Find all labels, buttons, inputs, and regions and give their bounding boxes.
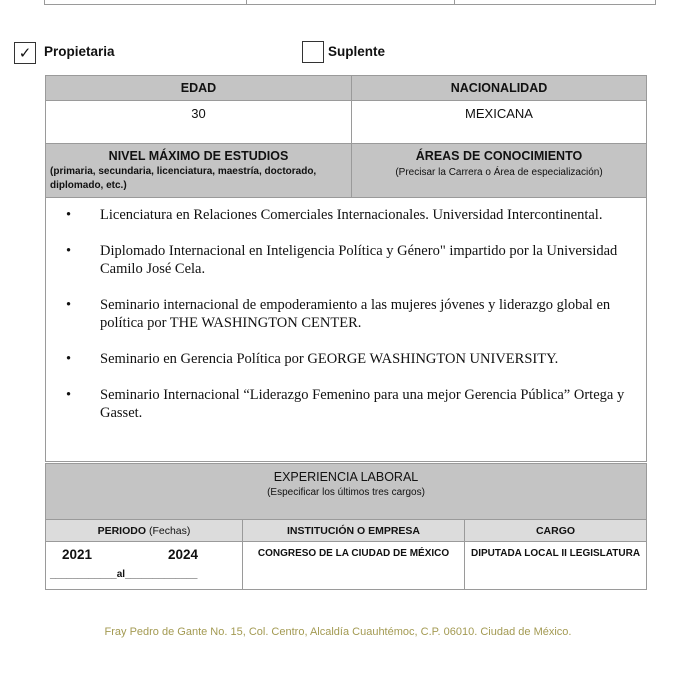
studies-list xyxy=(46,206,646,422)
start-year: 2021 xyxy=(62,547,93,562)
level-of-studies-note: (primaria, secundaria, licenciatura, maestría, doctorado, diplomado, etc.) xyxy=(50,166,317,191)
list-item: • Seminario en Gerencia Política por GEORGE WASHINGTON UNIVERSITY. xyxy=(66,351,559,367)
age-header: EDAD xyxy=(46,76,352,101)
institution-value: CONGRESO DE LA CIUDAD DE MÉXICO xyxy=(243,542,465,590)
experience-title: EXPERIENCIA LABORAL xyxy=(273,470,419,484)
nationality-header: NACIONALIDAD xyxy=(352,76,647,101)
experience-table xyxy=(45,463,647,590)
check-icon: ✓ xyxy=(18,44,32,62)
experience-subtitle: (Especificar los últimos tres cargos) xyxy=(267,487,425,498)
experience-header xyxy=(46,464,647,520)
knowledge-areas-title: ÁREAS DE CONOCIMIENTO xyxy=(415,149,583,163)
position-header: CARGO xyxy=(465,520,647,542)
age-value: 30 xyxy=(46,101,352,144)
nationality-value: MEXICANA xyxy=(352,101,647,144)
period-header: PERIODO (Fechas) xyxy=(46,520,243,542)
period-cell xyxy=(46,542,243,590)
footer-address: Fray Pedro de Gante No. 15, Col. Centro, Alcaldía Cuauhtémoc, C.P. 06010. Ciudad de México. xyxy=(104,626,572,638)
knowledge-areas-header xyxy=(352,144,647,198)
knowledge-areas-note: (Precisar la Carrera o Área de especialización) xyxy=(395,167,603,178)
propietaria-label: Propietaria xyxy=(44,44,115,59)
list-item: • Licenciatura en Relaciones Comerciales Internacionales. Universidad Intercontinental. xyxy=(66,207,603,223)
position-value: DIPUTADA LOCAL II LEGISLATURA xyxy=(465,542,647,590)
level-of-studies-title: NIVEL MÁXIMO DE ESTUDIOS xyxy=(108,149,289,163)
institution-header: INSTITUCIÓN O EMPRESA xyxy=(243,520,465,542)
personal-info-table xyxy=(45,75,647,462)
suplente-checkbox[interactable] xyxy=(302,41,324,63)
propietaria-checkbox[interactable] xyxy=(14,42,36,64)
list-item: • Diplomado Internacional en Inteligencia Política y Género" impartido por la Universidad Camilo José Cela. xyxy=(66,243,618,277)
list-item: • Seminario internacional de empoderamiento a las mujeres jóvenes y liderazgo global en política por THE WASHINGTON CENTER. xyxy=(66,297,611,331)
end-year: 2024 xyxy=(168,547,199,562)
level-of-studies-header xyxy=(46,144,352,198)
studies-list-cell xyxy=(46,198,647,462)
previous-table-border xyxy=(44,0,656,5)
period-line: ____________al_____________ xyxy=(50,569,198,580)
list-item: • Seminario Internacional “Liderazgo Femenino para una mejor Gerencia Pública” Ortega y Gasset. xyxy=(66,387,625,421)
suplente-label: Suplente xyxy=(328,44,386,59)
